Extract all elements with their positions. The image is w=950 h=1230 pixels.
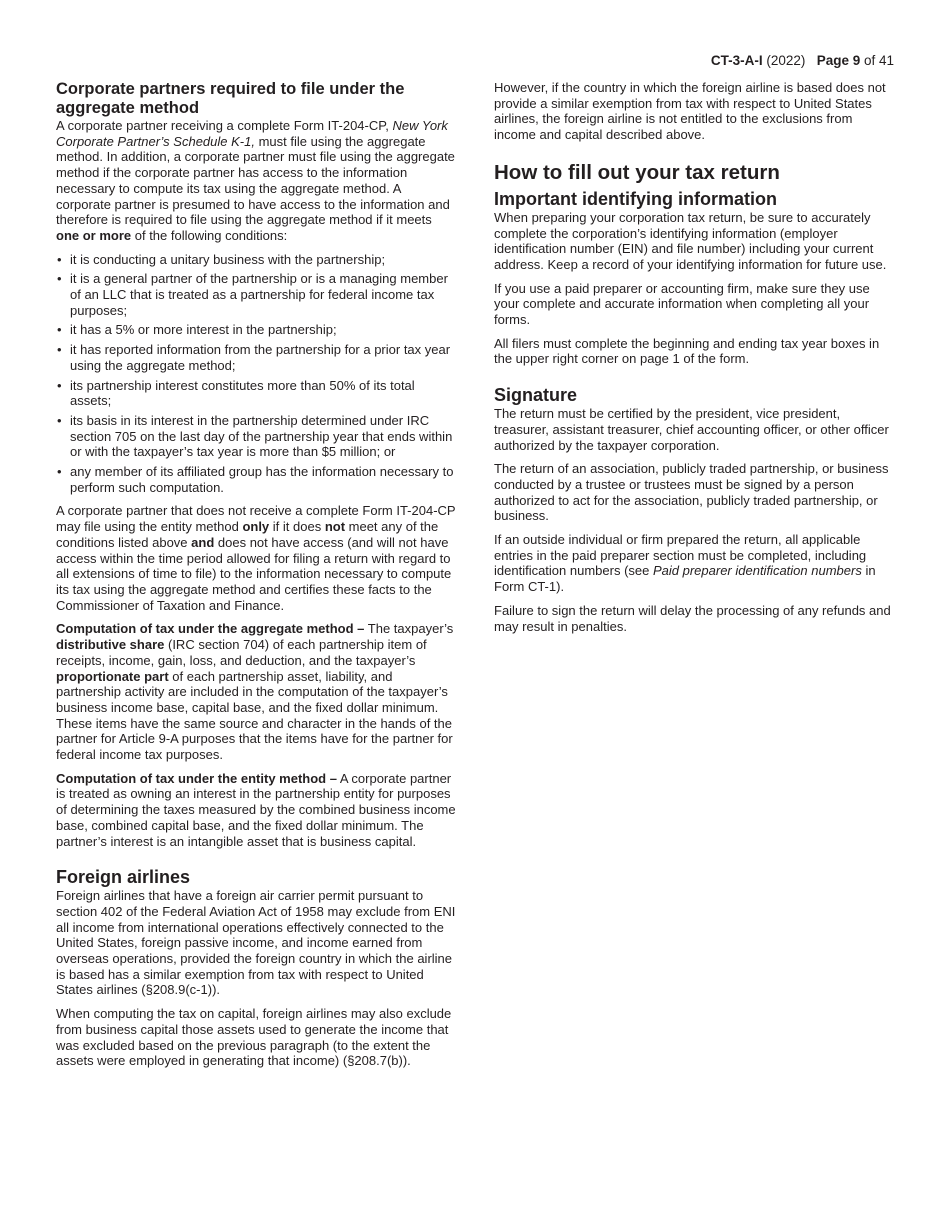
- page-total: of 41: [860, 53, 894, 68]
- bold-emphasis: not: [324, 519, 346, 535]
- form-code: CT-3-A-I: [710, 53, 763, 68]
- bold-emphasis: only: [242, 519, 270, 535]
- text-run: meet any of the conditions listed above: [56, 519, 439, 550]
- paragraph-failure-to-sign: Failure to sign the return will delay the processing of any refunds and may result in penalties.: [494, 602, 891, 634]
- left-column: [56, 80, 456, 1077]
- paragraph-aggregate-intro: [56, 118, 456, 244]
- paragraph-entity-computation: [56, 771, 456, 850]
- heading-foreign-airlines: Foreign airlines: [56, 867, 191, 888]
- text-run: if it does: [269, 519, 325, 535]
- right-column: [494, 80, 894, 642]
- paragraph-preparer-section: [494, 532, 894, 595]
- paragraph-airlines-exclusion: Foreign airlines that have a foreign air carrier permit pursuant to section 402 of the Federal Aviation Act of 1958 may exclude from ENI all income from international operations effectively connected to the United States, foreign passive income, and income earned from overseas operations, provided the foreign country in which the airline is based has a similar exemption from tax with respect to United States airlines (§208.9(c-1)).: [56, 888, 456, 998]
- paragraph-certification: The return must be certified by the president, vice president, treasurer, assistant treasurer, chief accounting officer, or other officer authorized by the taxpayer corporation.: [494, 406, 889, 453]
- heading-corporate-partners: Corporate partners required to file under the aggregate method: [56, 80, 405, 117]
- heading-identifying-info: Important identifying information: [494, 188, 777, 209]
- paragraph-paid-preparer: If you use a paid preparer or accounting firm, make sure they use your complete and accurate information when completing all your forms.: [494, 280, 870, 328]
- list-item: • its partnership interest constitutes more than 50% of its total assets;: [56, 378, 456, 409]
- text-run: must file using the aggregate method. In addition, a corporate partner must file using the aggregate method if the corporate partner has access to the information necessary to compute its tax using the aggregate method. A corporate partner is presumed to have access to the information and therefore is required to file using the aggregate method if it meets: [56, 133, 455, 228]
- text-run: If an outside individual or firm prepared the return, all applicable entries in the paid preparer section must be completed, including identification numbers (see: [494, 532, 867, 579]
- italic-reference: Paid preparer identification numbers: [652, 563, 862, 579]
- paragraph-airlines-continued: However, if the country in which the foreign airline is based does not provide a similar exemption from tax with respect to United States airlines, the foreign airline is not entitled to the exclusions from income and capital described above.: [494, 80, 886, 143]
- text-run: (IRC section 704) of each partnership item of receipts, income, gain, loss, and deduction, and the taxpayer’s: [56, 637, 427, 668]
- conditions-list: [56, 252, 456, 496]
- text-run: A corporate partner receiving a complete Form IT-204-CP,: [56, 118, 393, 133]
- paragraph-association-signature: The return of an association, publicly traded partnership, or business conducted by a trustee or trustees must be signed by a person authorized to act for the association, publicly traded partnership, or business.: [494, 461, 889, 524]
- paragraph-tax-year-boxes: All filers must complete the beginning and ending tax year boxes in the upper right corner on page 1 of the form.: [494, 335, 880, 367]
- paragraph-identifying-info: When preparing your corporation tax return, be sure to accurately complete the corporation’s identifying information (employer identification number (EIN) and file number) including your current address. Keep a record of your identifying information for future use.: [494, 209, 887, 272]
- paragraph-entity-method-eligibility: [56, 503, 456, 613]
- paragraph-aggregate-computation: [56, 621, 456, 762]
- text-run: in Form CT-1).: [494, 563, 876, 595]
- heading-how-to-fill-out: How to fill out your tax return: [494, 160, 780, 184]
- bold-emphasis: and: [191, 534, 215, 550]
- text-run: A corporate partner is treated as owning an interest in the partnership entity for purposes of determining the taxes measured by the combined business income base, combined capital base, and the fixed dollar minimum. The partner’s interest is an intangible asset that is business capital.: [56, 770, 456, 849]
- list-item: • any member of its affiliated group has the information necessary to perform such computation.: [56, 464, 456, 495]
- list-item: • its basis in its interest in the partnership determined under IRC section 705 on the last day of the partnership year that ends within or with the taxpayer’s tax year is more than $5 million; or: [56, 413, 456, 460]
- list-item: • it is conducting a unitary business with the partnership;: [56, 252, 456, 268]
- bold-lead-in: Computation of tax under the aggregate method –: [56, 621, 365, 637]
- italic-form-title: New York Corporate Partner’s Schedule K-1,: [56, 118, 448, 149]
- bold-emphasis: distributive share: [56, 637, 165, 653]
- bold-emphasis: proportionate part: [56, 668, 169, 684]
- page-label: Page 9: [816, 53, 861, 68]
- text-run: does not have access (and will not have access within the time period allowed for filing a return with regard to all extensions of time to file) to the information necessary to compute its tax using the aggregate method and certifies these facts to the Commissioner of Taxation and Finance.: [56, 534, 452, 613]
- form-year: (2022): [762, 53, 806, 68]
- text-run: The taxpayer’s: [364, 621, 454, 637]
- heading-signature: Signature: [494, 385, 578, 406]
- paragraph-airlines-capital: When computing the tax on capital, foreign airlines may also exclude from business capital those assets used to generate the income that was excluded based on the previous paragraph (to the extent the assets were employed in generating that income) (§208.7(b)).: [56, 1006, 452, 1069]
- list-item: • it has a 5% or more interest in the partnership;: [56, 322, 456, 338]
- text-run: of each partnership asset, liability, and partnership activity are included in the computation of the taxpayer’s business income base, capital base, and the fixed dollar minimum. These items have the same source and character in the hands of the partner for Article 9-A purposes that the items have for the partner for federal income tax purposes.: [56, 668, 453, 763]
- list-item: • it has reported information from the partnership for a prior tax year using the aggregate method;: [56, 342, 456, 373]
- page-header: [711, 53, 894, 69]
- list-item: • it is a general partner of the partnership or is a managing member of an LLC that is treated as a partnership for federal income tax purposes;: [56, 271, 456, 318]
- text-run: of the following conditions:: [131, 227, 288, 243]
- text-run: A corporate partner that does not receive a complete Form IT-204-CP may file using the entity method: [56, 503, 456, 535]
- bold-emphasis: one or more: [56, 227, 132, 243]
- bold-lead-in: Computation of tax under the entity method –: [56, 770, 337, 786]
